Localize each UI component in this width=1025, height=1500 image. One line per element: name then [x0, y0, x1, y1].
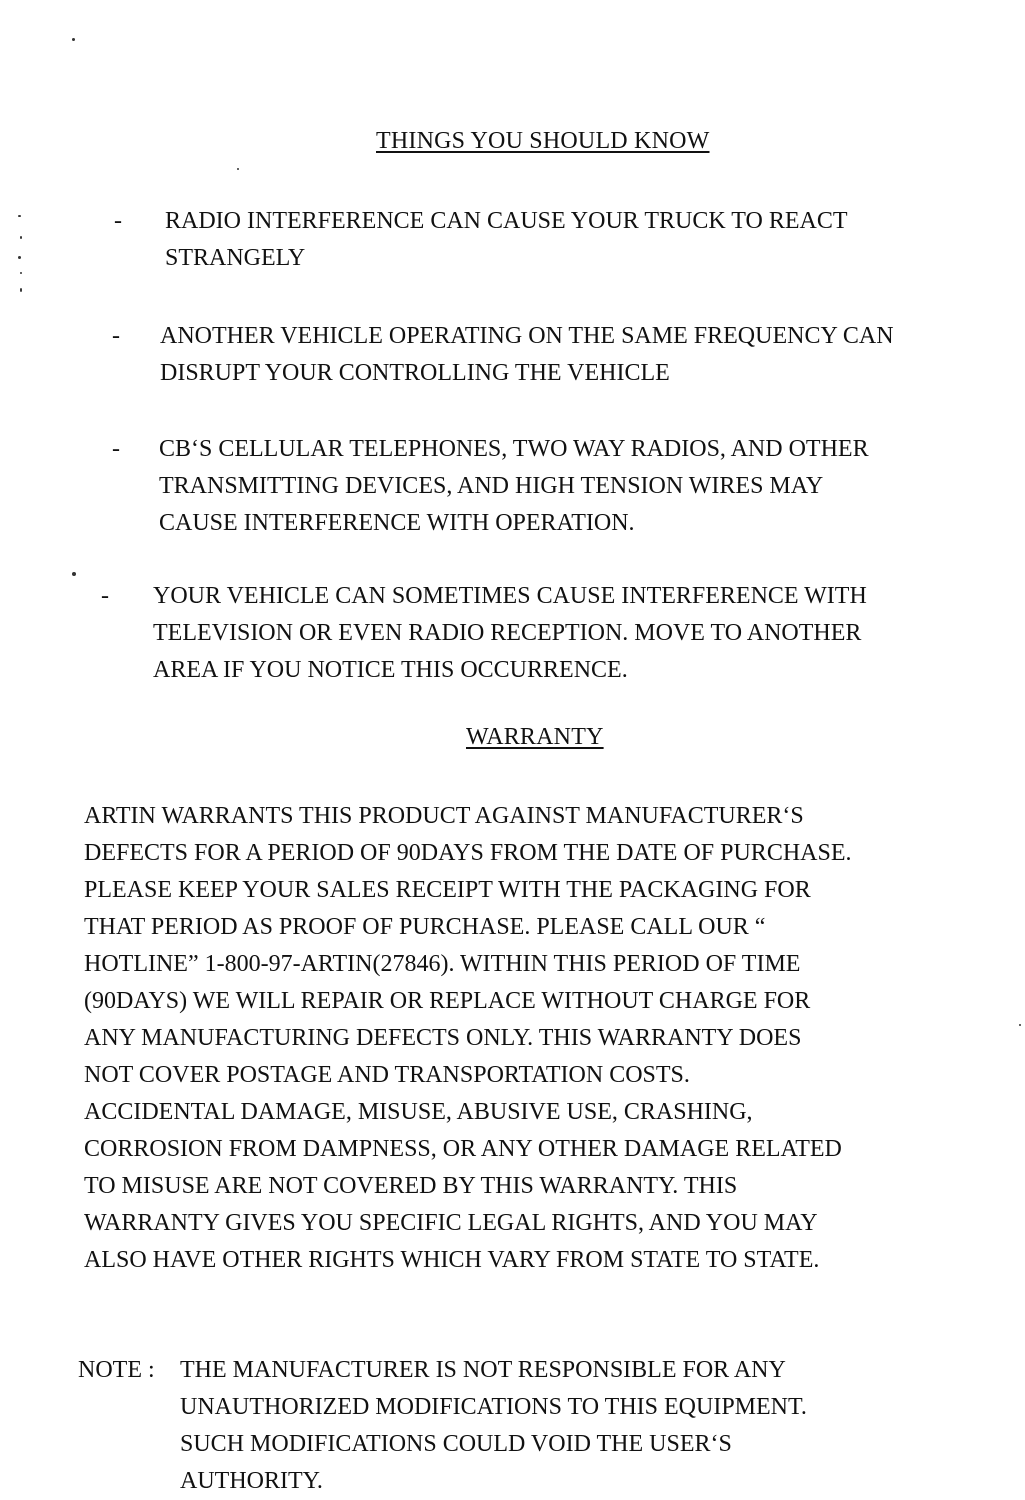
note-line: UNAUTHORIZED MODIFICATIONS TO THIS EQUIPMENT. — [180, 1394, 807, 1420]
bullet-marker: - — [114, 208, 122, 234]
warranty-line: ARTIN WARRANTS THIS PRODUCT AGAINST MANUFACTURER‘S — [84, 803, 804, 829]
scan-speck — [20, 236, 22, 239]
bullet-marker: - — [101, 583, 109, 609]
warranty-line: (90DAYS) WE WILL REPAIR OR REPLACE WITHOUT CHARGE FOR — [84, 988, 811, 1014]
warranty-line: DEFECTS FOR A PERIOD OF 90DAYS FROM THE DATE OF PURCHASE. — [84, 840, 852, 866]
note-text — [180, 1352, 807, 1500]
warranty-line: PLEASE KEEP YOUR SALES RECEIPT WITH THE PACKAGING FOR — [84, 877, 811, 903]
scan-speck — [72, 572, 76, 576]
note-label: NOTE : — [78, 1357, 155, 1383]
bullet-text — [159, 431, 869, 542]
warranty-line: NOT COVER POSTAGE AND TRANSPORTATION COSTS. — [84, 1062, 690, 1088]
note-line: SUCH MODIFICATIONS COULD VOID THE USER‘S — [180, 1431, 732, 1457]
warranty-line: ANY MANUFACTURING DEFECTS ONLY. THIS WARRANTY DOES — [84, 1025, 802, 1051]
scan-speck — [72, 38, 75, 41]
warranty-paragraph — [84, 798, 852, 1279]
bullet-marker: - — [112, 323, 120, 349]
warranty-line: CORROSION FROM DAMPNESS, OR ANY OTHER DAMAGE RELATED — [84, 1136, 842, 1162]
bullet-text — [165, 203, 848, 277]
scan-speck — [1019, 1024, 1021, 1026]
scan-speck — [20, 288, 22, 292]
note-line: AUTHORITY. — [180, 1468, 323, 1494]
warranty-heading: WARRANTY — [466, 724, 604, 750]
bullet-line: TRANSMITTING DEVICES, AND HIGH TENSION WIRES MAY — [159, 473, 824, 499]
scan-speck — [20, 272, 22, 274]
bullet-line: TELEVISION OR EVEN RADIO RECEPTION. MOVE TO ANOTHER — [153, 620, 862, 646]
warranty-line: THAT PERIOD AS PROOF OF PURCHASE. PLEASE CALL OUR “ — [84, 914, 766, 940]
warranty-line: WARRANTY GIVES YOU SPECIFIC LEGAL RIGHTS, AND YOU MAY — [84, 1210, 818, 1236]
bullet-line: YOUR VEHICLE CAN SOMETIMES CAUSE INTERFERENCE WITH — [153, 583, 867, 609]
bullet-line: DISRUPT YOUR CONTROLLING THE VEHICLE — [160, 360, 670, 386]
bullet-marker: - — [112, 436, 120, 462]
scan-speck — [18, 215, 21, 217]
note-line: THE MANUFACTURER IS NOT RESPONSIBLE FOR ANY — [180, 1357, 786, 1383]
warranty-line: HOTLINE” 1-800-97-ARTIN(27846). WITHIN THIS PERIOD OF TIME — [84, 951, 801, 977]
warranty-line: ALSO HAVE OTHER RIGHTS WHICH VARY FROM STATE TO STATE. — [84, 1247, 820, 1273]
bullet-line: AREA IF YOU NOTICE THIS OCCURRENCE. — [153, 657, 628, 683]
warranty-line: ACCIDENTAL DAMAGE, MISUSE, ABUSIVE USE, CRASHING, — [84, 1099, 753, 1125]
warranty-line: TO MISUSE ARE NOT COVERED BY THIS WARRANTY. THIS — [84, 1173, 738, 1199]
bullet-line: STRANGELY — [165, 245, 306, 271]
bullet-line: CB‘S CELLULAR TELEPHONES, TWO WAY RADIOS, AND OTHER — [159, 436, 869, 462]
scan-speck — [18, 256, 21, 259]
things-heading: THINGS YOU SHOULD KNOW — [376, 128, 710, 154]
bullet-text — [160, 318, 894, 392]
bullet-line: ANOTHER VEHICLE OPERATING ON THE SAME FREQUENCY CAN — [160, 323, 894, 349]
bullet-line: CAUSE INTERFERENCE WITH OPERATION. — [159, 510, 635, 536]
bullet-text — [153, 578, 867, 689]
scan-speck — [237, 168, 239, 170]
bullet-line: RADIO INTERFERENCE CAN CAUSE YOUR TRUCK TO REACT — [165, 208, 848, 234]
